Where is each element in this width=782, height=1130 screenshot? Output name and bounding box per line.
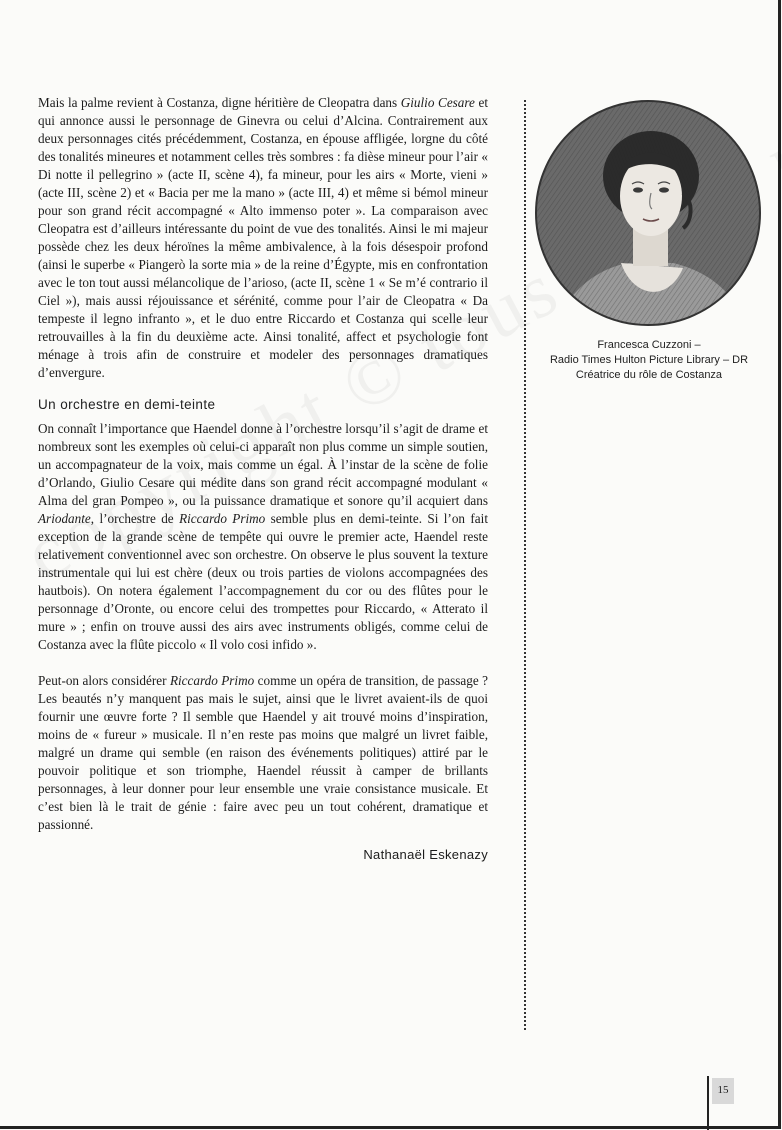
- caption-line: Créatrice du rôle de Costanza: [575, 369, 723, 381]
- section-heading: Un orchestre en demi-teinte: [38, 397, 216, 412]
- engraved-portrait-image: [533, 98, 763, 328]
- page-number-rule: [707, 1076, 709, 1130]
- article-body: [38, 94, 488, 864]
- caption-line: Francesca Cuzzoni –: [597, 339, 701, 351]
- portrait-caption: [531, 338, 767, 383]
- caption-line: Radio Times Hulton Picture Library – DR: [549, 354, 749, 366]
- column-divider: [524, 100, 526, 1030]
- paragraph-orchestre: On connaît l’importance que Haendel donne à l’orchestre lorsqu’il s’agit de drame et nombreux sont les exemples où celui-ci apparaît non plus comme un simple soutien, un accompagnateur de la voix, mais comme un égal. À l’instar de la scène de folie d’Orlando, Giulio Cesare qui médite dans son grand récit accompagné modulant « Alma del gran Pompeo », ou la puissance dramatique et sonore qu’il acquiert dans Ariodante, l’orchestre de Riccardo Primo semble plus en demi-teinte. Si l’on fait exception de la grande scène de tempête qui ouvre le premier acte, Haendel reste relativement conventionnel avec son orchestre. On observe le plus souvent la texture instrumentale qui lui est chère (deux ou trois parties de violons accompagnées des hautbois). On notera également l’accompagnement du cor ou des flûtes pour le personnage d’Oronte, ou encore celui des trompettes pour Riccardo, « Atterato il mure » ; enfin on trouve aussi des airs avec instruments obligés, comme celui de Costanza avec la flûte piccolo « Il volo cosi infido ».: [38, 421, 488, 652]
- italic-title: Riccardo Primo: [179, 511, 266, 526]
- paragraph-conclusion: Peut-on alors considérer Riccardo Primo comme un opéra de transition, de passage ? Les beautés n’y manquent pas mais le sujet, ainsi que le livret avaient-ils de quoi fournir une œuvre forte ? Il semble que Haendel y ait trouvé moins d’inspiration, moins de « fureur » musicale. Il n’en reste pas moins que malgré un livret faible, malgré un drame qui semble (en raison des événements politiques) attiré par le pouvoir politique et son triomphe, Haendel réussit à camper de brillants personnages, à leur donner pour leur ensemble une vraie consistance musicale. Et c’est bien là le trait de génie : faire avec peu un tout cohérent, dramatique et passionné.: [38, 673, 488, 832]
- italic-title: Riccardo Primo: [169, 673, 255, 688]
- paragraph-costanza: Mais la palme revient à Costanza, digne héritière de Cleopatra dans Giulio Cesare et qui annonce aussi le personnage de Ginevra ou celui d’Alcina. Contrairement aux deux personnages cités précédemment, Costanza, en épouse affligée, lorgne du côté des tonalités mineures et notamment celles très sombres : fa dièse mineur pour l’air « Di notte il pellegrino » (acte II, scène 4), fa mineur, pour les airs « Morte, vieni » (acte III, scène 2) et « Bacia per me la mano » (acte III, 4) et même si bémol mineur pour son grand récit accompagné « Alto immenso poter ». La comparaison avec Cleopatra est d’ailleurs intéressante du point de vue des tonalités. Ainsi le mi majeur possède chez les deux héroïnes la même ambivalence, à la fois désespoir profond (ainsi le superbe « Piangerò la sorte mia » de la reine d’Égypte, mis en confrontation avec le ton tout aussi mélancolique de l’arioso, (acte II, scène 1 « Se m’é contrario il Ciel »), mais aussi réjouissance et sérénité, comme pour l’air de Cleopatra « Da tempeste il legno infranto », et le duo entre Riccardo et Costanza qui scelle leur retrouvailles à la fin du deuxième acte. Ainsi tonalité, affect et psychologie font ménage à trois afin de construire et modeler des personnages dramatiques d’envergure.: [38, 95, 488, 380]
- italic-title: Giulio Cesare: [400, 95, 475, 110]
- page-number: 15: [712, 1078, 734, 1104]
- italic-title: Ariodante: [38, 511, 91, 526]
- author-signature: Nathanaël Eskenazy: [363, 847, 488, 862]
- portrait-illustration: [533, 98, 763, 328]
